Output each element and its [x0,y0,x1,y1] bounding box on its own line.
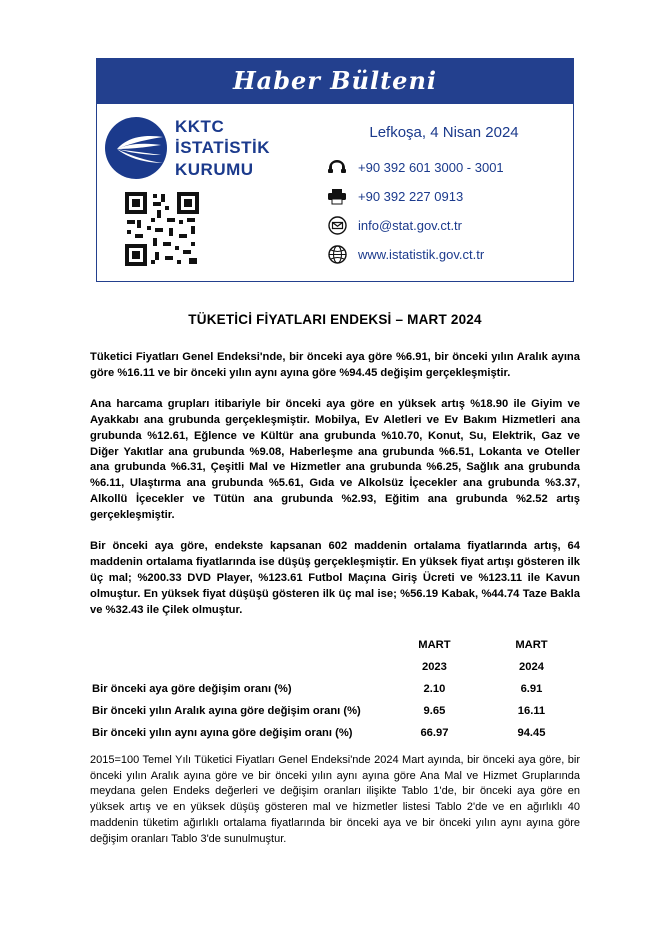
letterhead-left [105,112,315,273]
table-header-row-months [90,634,580,656]
fax-icon [325,186,349,206]
row-2-value-2024: 16.11 [517,704,546,717]
email-text: info@stat.gov.ct.tr [358,217,462,233]
row-2-value-2023: 9.65 [423,704,446,717]
table-row [90,722,580,744]
table-header-month-1: MART [418,638,451,651]
website-text: www.istatistik.gov.ct.tr [358,246,485,262]
row-label-2: Bir önceki yılın Aralık ayına göre değişim oranı (%) [92,704,361,717]
row-label-1: Bir önceki aya göre değişim oranı (%) [92,682,292,695]
qr-code-icon [123,190,201,268]
document-content [90,350,580,863]
bulletin-date: Lefkoşa, 4 Nisan 2024 [369,124,519,141]
table-header-year-1: 2023 [421,660,447,673]
index-change-table [90,634,580,744]
row-label-3: Bir önceki yılın aynı ayına göre değişim oranı (%) [92,726,353,739]
table-row [90,678,580,700]
page-title: TÜKETİCİ FİYATLARI ENDEKSİ – MART 2024 [188,312,482,327]
paragraph-3: Bir önceki aya göre, endekste kapsanan 602 maddenin ortalama fiyatlarında artış, 64 maddenin ortalama fiyatlarında ise düşüş gerçekleşmiştir. En yüksek fiyat artışı gösteren ilk üç mal; %200.33 DVD Player, %123.61 Futbol Maçına Giriş Ücreti ve %123.11 ile Kavun olmuştur. En yüksek fiyat düşüşü gösteren ilk üç mal ise; %56.19 Kabak, %44.74 Taze Bakla ve %32.43 ile Çilek olmuştur. [90,540,580,616]
email-icon [325,215,349,235]
phone-text: +90 392 601 3000 - 3001 [358,159,504,175]
table-row [90,700,580,722]
table-header-month-2: MART [515,638,548,651]
organization-name [175,116,270,180]
table-header-blank [90,634,386,656]
row-1-value-2024: 6.91 [520,682,543,695]
contact-phone [325,157,567,177]
row-3-value-2023: 66.97 [420,726,449,739]
footer-paragraph: 2015=100 Temel Yılı Tüketici Fiyatları Genel Endeksi'nde 2024 Mart ayında, bir önceki aya göre, bir önceki yılın Aralık ayına göre ve bir önceki yılın aynı ayına göre Ana Mal ve Hizmet Gruplarında meydana gelen Endeks değerleri ve değişim oranları ilişikte Tablo 1'de, bir önceki aya göre en yüksek artış ve en yüksek düşüş gösteren mal ve hizmetler listesi Tablo 2'de ve en ağırlıklı 40 maddenin tüketim ağırlıklı ortalama fiyatlarında bir önceki aya ve bir önceki yılın aynı ayına göre değişim oranları Tablo 3'de sunulmuştur. [90,753,580,846]
phone-icon [325,157,349,177]
letterhead-body [97,104,573,281]
contact-fax [325,186,567,206]
org-line-3: KURUMU [175,159,254,179]
paragraph-1: Tüketici Fiyatları Genel Endeksi'nde, bir önceki aya göre %6.91, bir önceki yılın Aralık ayına göre %16.11 ve bir önceki yılın aynı ayına göre %94.45 değişim gerçekleşmiştir. [90,351,580,379]
letterhead [96,58,574,282]
row-1-value-2023: 2.10 [423,682,446,695]
contact-website [325,244,567,264]
contact-email [325,215,567,235]
fax-text: +90 392 227 0913 [358,188,464,204]
letterhead-right [315,112,567,273]
globe-icon [325,244,349,264]
organization-logo [105,116,315,180]
table-header-year-2: 2024 [519,660,544,673]
table-header-blank-2 [90,656,386,678]
org-line-2: İSTATİSTİK [175,138,271,158]
table-header-row-years [90,656,580,678]
bulletin-title: Haber Bülteni [97,59,573,104]
kktc-logo-icon [105,117,167,179]
logo-swoosh-icon [115,133,165,165]
org-line-1: KKTC [175,117,225,136]
row-3-value-2024: 94.45 [517,726,546,739]
paragraph-2: Ana harcama grupları itibariyle bir önceki aya göre en yüksek artış %18.90 ile Giyim ve Ayakkabı ana grubunda gerçekleşmiştir. Mobilya, Ev Aletleri ve Ev Bakım Hizmetleri ana grubunda %12.61, Eğlence ve Kültür ana grubunda %10.70, Konut, Su, Elektrik, Gaz ve Diğer Yakıtlar ana grubunda %9.08, Haberleşme ana grubunda %6.51, Lokanta ve Oteller ana grubunda %6.31, Çeşitli Mal ve Hizmetler ana grubunda %6.25, Sağlık ana grubunda %6.11, Ulaştırma ana grubunda %5.61, Gıda ve Alkolsüz İçecekler ana grubunda %3.37, Alkollü İçecekler ve Tütün ana grubunda %2.93, Eğitim ana grubunda %2.52 artış gerçekleşmiştir. [90,397,580,522]
